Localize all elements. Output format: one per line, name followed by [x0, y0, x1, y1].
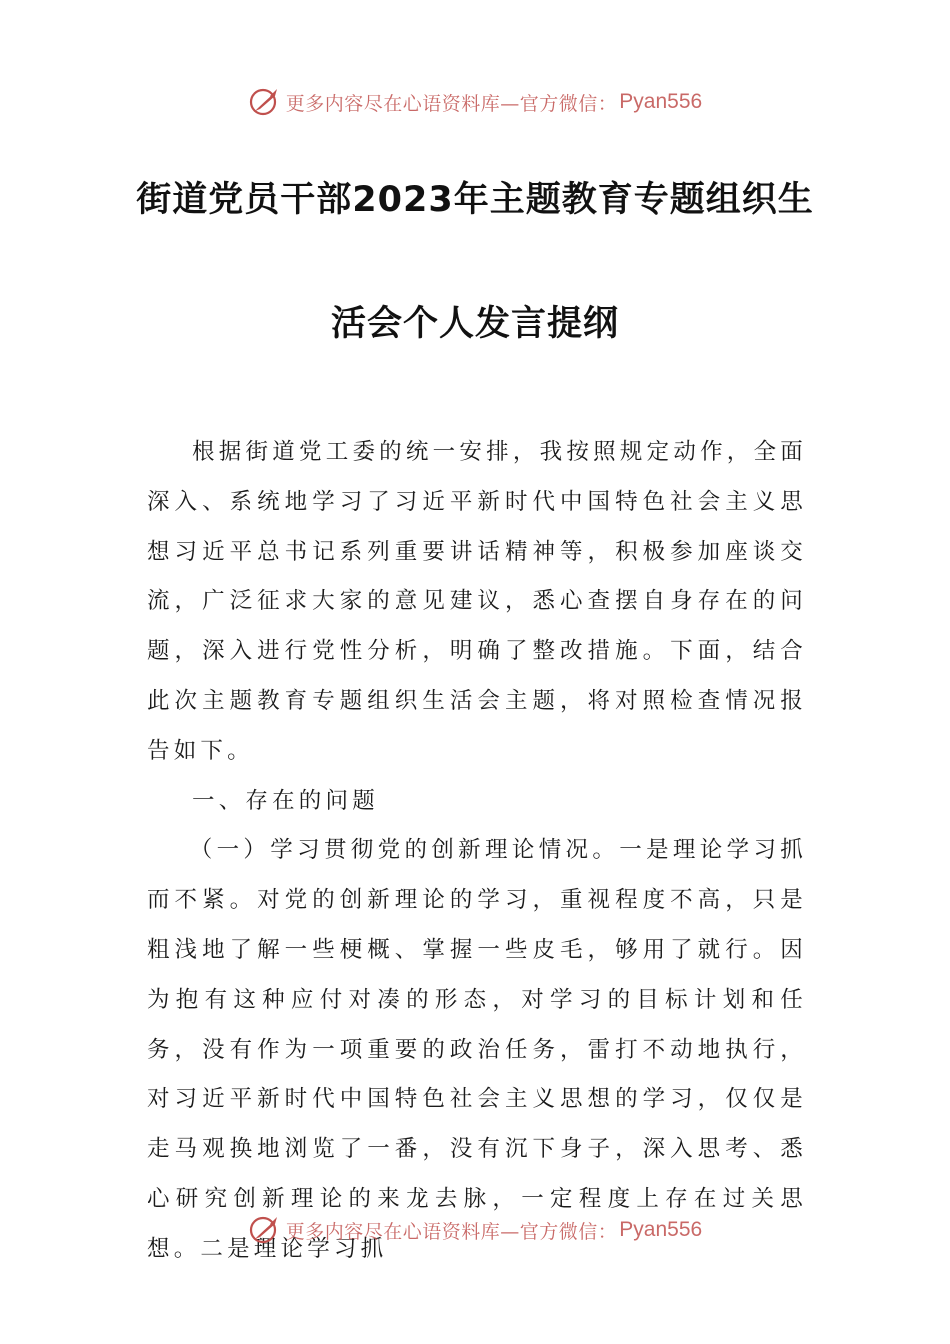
- quill-logo-icon: [248, 1213, 282, 1247]
- watermark-header: [0, 82, 950, 122]
- watermark-footer: [0, 1210, 950, 1250]
- document-body: [147, 428, 807, 1275]
- subsection-paragraph-1: （一）学习贯彻党的创新理论情况。一是理论学习抓而不紧。对党的创新理论的学习，重视程度不高，只是粗浅地了解一些梗概、掌握一些皮毛，够用了就行。因为抱有这种应付对凑的形态，对学习的目标计划和任务，没有作为一项重要的政治任务，雷打不动地执行，对习近平新时代中国特色社会主义思想的学习，仅仅是走马观换地浏览了一番，没有沉下身子，深入思考、悉心研究创新理论的来龙去脉，一定程度上存在过关思想。二是理论学习抓: [147, 837, 807, 1262]
- watermark-text: 更多内容尽在心语资料库—官方微信：: [285, 1220, 618, 1243]
- watermark-text: 更多内容尽在心语资料库—官方微信：: [285, 92, 618, 115]
- watermark-wechat-id: Pyan556: [619, 90, 703, 113]
- watermark-wechat-id: Pyan556: [619, 1218, 703, 1241]
- document-title-line2: 活会个人发言提纲: [330, 304, 619, 344]
- quill-logo-icon: [248, 85, 282, 119]
- section-heading-problems: 一、存在的问题: [192, 787, 379, 814]
- document-title-line1: 街道党员干部2023年主题教育专题组织生: [136, 180, 814, 220]
- intro-paragraph: 根据街道党工委的统一安排，我按照规定动作，全面深入、系统地学习了习近平新时代中国特色社会主义思想习近平总书记系列重要讲话精神等，积极参加座谈交流，广泛征求大家的意见建议，悉心查摆自身存在的问题，深入进行党性分析，明确了整改措施。下面，结合此次主题教育专题组织生活会主题，将对照检查情况报告如下。: [147, 439, 807, 764]
